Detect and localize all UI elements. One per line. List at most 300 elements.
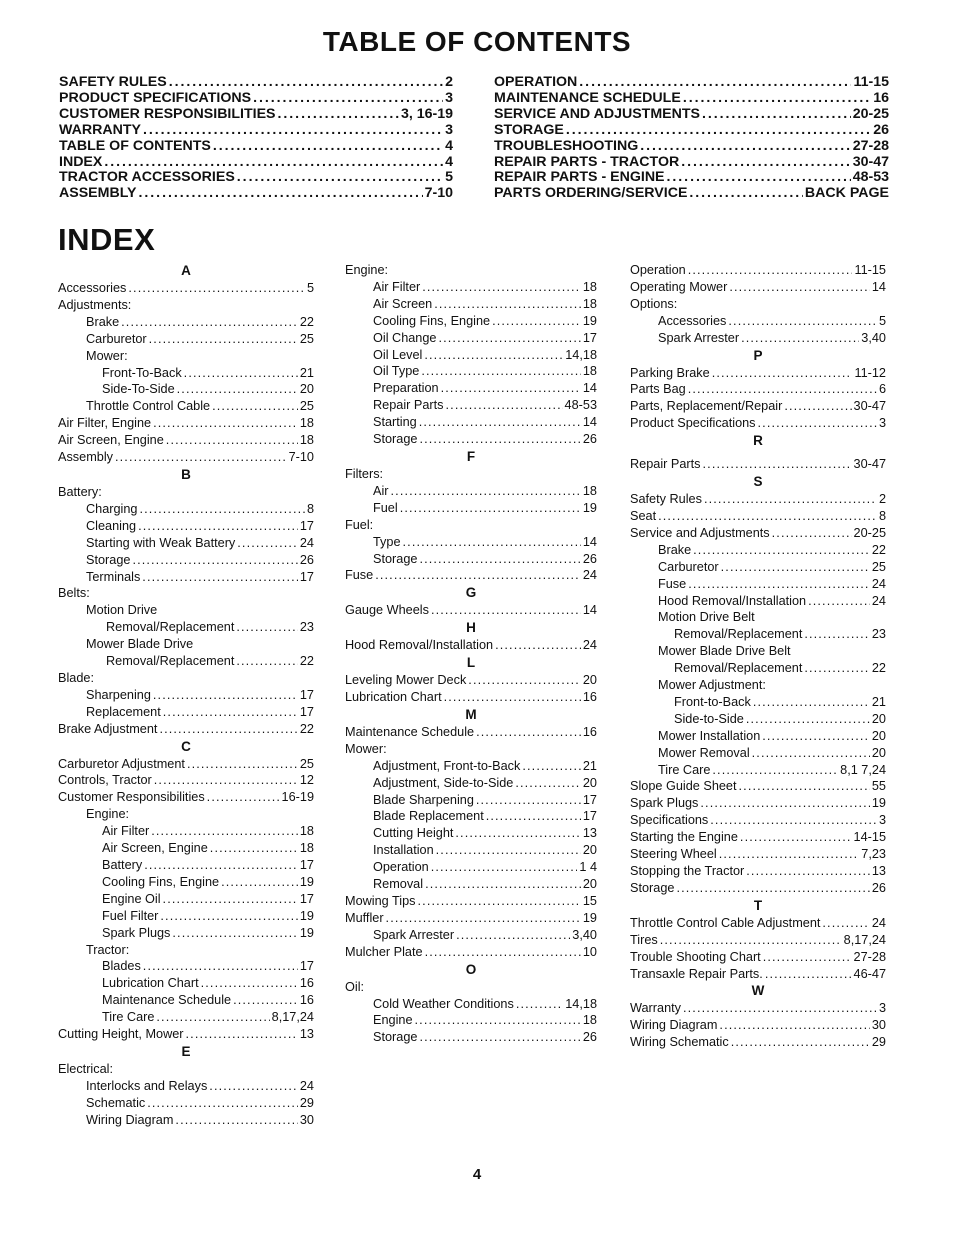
entry-page: 29: [871, 1035, 886, 1050]
entry-row: [58, 398, 314, 415]
entry-label: Operation: [630, 263, 686, 277]
index-column-3: [630, 262, 886, 1051]
entry-label: Carburetor Adjustment: [58, 756, 185, 771]
entry-page: 13: [582, 826, 597, 841]
entry-row: [59, 123, 453, 139]
entry-page: 16: [873, 89, 889, 106]
toc-left-column: [59, 75, 453, 202]
entry-row: [494, 91, 889, 107]
entry-row: [345, 551, 597, 568]
entry-label: Interlocks and Relays: [86, 1078, 208, 1093]
entry-page: 20: [582, 775, 597, 790]
entry-page: 46-47: [853, 966, 886, 981]
dot-leader: [739, 778, 870, 795]
index-group-label: Engine:: [86, 807, 130, 822]
entry-label: Parts Bag: [630, 382, 686, 397]
dot-leader: [431, 602, 581, 619]
index-group-label: Mower:: [345, 741, 387, 756]
dot-leader: [683, 1000, 877, 1017]
entry-row: [630, 966, 886, 983]
entry-page: 14: [582, 415, 597, 430]
dot-leader: [758, 415, 877, 432]
entry-page: 48-53: [564, 398, 597, 413]
dot-leader: [522, 758, 581, 775]
entry-row: [345, 363, 597, 380]
entry-page: 55: [871, 779, 886, 794]
entry-label: CUSTOMER RESPONSIBILITIES: [59, 105, 276, 122]
entry-row: [630, 415, 886, 432]
dot-leader: [375, 567, 581, 584]
dot-leader: [163, 891, 298, 908]
dot-leader: [159, 721, 297, 738]
entry-page: 21: [299, 365, 314, 380]
entry-row: [58, 314, 314, 331]
entry-page: 18: [582, 296, 597, 311]
dot-leader: [752, 745, 870, 762]
entry-page: 8,17,24: [271, 1010, 314, 1025]
entry-label: Fuel Filter: [102, 908, 159, 923]
entry-row: [630, 626, 886, 643]
dot-leader: [139, 186, 423, 202]
entry-page: 17: [299, 891, 314, 906]
entry-page: 17: [299, 687, 314, 702]
entry-label: Specifications: [630, 813, 709, 828]
entry-label: Repair Parts: [630, 457, 701, 472]
entry-label: Maintenance Schedule: [102, 993, 232, 1008]
entry-row: [345, 944, 597, 961]
entry-page: 16: [582, 690, 597, 705]
dot-leader: [516, 996, 563, 1013]
entry-row: [58, 704, 314, 721]
entry-row: [58, 552, 314, 569]
entry-row: [58, 1026, 314, 1043]
entry-row: [630, 262, 886, 279]
entry-page: 20-25: [853, 525, 886, 540]
dot-leader: [712, 762, 838, 779]
entry-label: INDEX: [59, 153, 103, 170]
dot-leader: [403, 534, 581, 551]
entry-row: [345, 330, 597, 347]
entry-page: 7-10: [424, 185, 453, 202]
dot-leader: [184, 365, 298, 382]
entry-label: TABLE OF CONTENTS: [59, 137, 211, 154]
entry-page: 16-19: [281, 790, 314, 805]
dot-leader: [415, 1012, 581, 1029]
entry-label: TRACTOR ACCESSORIES: [59, 169, 235, 186]
entry-row: [58, 619, 314, 636]
entry-row: [58, 975, 314, 992]
entry-page: 27-28: [853, 949, 886, 964]
entry-page: 19: [582, 500, 597, 515]
entry-page: 16: [299, 993, 314, 1008]
entry-row: [630, 456, 886, 473]
entry-page: 3: [445, 89, 453, 106]
entry-row: [58, 280, 314, 297]
entry-row: [630, 762, 886, 779]
dot-leader: [704, 491, 877, 508]
entry-page: 4: [445, 153, 453, 170]
entry-row: [58, 569, 314, 586]
dot-leader: [419, 414, 581, 431]
dot-leader: [721, 559, 870, 576]
entry-row: [494, 75, 889, 91]
entry-label: Tires: [630, 932, 658, 947]
dot-leader: [237, 170, 443, 186]
dot-leader: [175, 1112, 297, 1129]
index-letter-heading: S: [753, 474, 763, 490]
dot-leader: [177, 381, 298, 398]
entry-row: [59, 186, 453, 202]
entry-label: Air Screen, Engine: [102, 841, 208, 856]
entry-label: Oil Level: [373, 347, 423, 362]
entry-row: [630, 542, 886, 559]
dot-leader: [163, 704, 298, 721]
entry-row: [58, 687, 314, 704]
entry-row: [345, 414, 597, 431]
entry-label: Carburetor: [86, 331, 147, 346]
index-group-label: Electrical:: [58, 1061, 113, 1076]
entry-page: 21: [582, 758, 597, 773]
entry-row: [630, 846, 886, 863]
entry-page: 14: [582, 381, 597, 396]
entry-label: Cold Weather Conditions: [373, 996, 514, 1011]
dot-leader: [492, 313, 581, 330]
entry-row: [58, 721, 314, 738]
entry-page: 25: [299, 756, 314, 771]
entry-page: 14-15: [853, 830, 886, 845]
dot-leader: [213, 139, 443, 155]
entry-label: Charging: [86, 501, 138, 516]
entry-label: Sharpening: [86, 687, 151, 702]
entry-row: [58, 501, 314, 518]
entry-label: Removal: [373, 877, 424, 892]
entry-page: 15: [582, 894, 597, 908]
dot-leader: [689, 186, 803, 202]
dot-leader: [746, 711, 870, 728]
entry-row: [58, 857, 314, 874]
entry-page: 17: [299, 858, 314, 872]
entry-row: [494, 139, 889, 155]
entry-label: Storage: [630, 880, 675, 895]
dot-leader: [233, 992, 298, 1009]
entry-row: [630, 880, 886, 897]
index-letter-heading: T: [753, 897, 763, 913]
entry-label: Side-to-Side: [674, 711, 744, 726]
index-group-label: Battery:: [58, 484, 102, 499]
entry-page: 26: [582, 432, 597, 447]
entry-row: [345, 313, 597, 330]
dot-leader: [253, 91, 443, 107]
entry-page: 12: [299, 773, 314, 788]
dot-leader: [688, 576, 870, 593]
entry-label: Operation: [373, 860, 429, 875]
entry-label: Type: [373, 534, 401, 549]
entry-label: Cutting Height, Mower: [58, 1027, 184, 1042]
index-letter-heading: H: [466, 620, 476, 636]
dot-leader: [765, 966, 852, 983]
entry-row: [345, 483, 597, 500]
entry-label: Removal/Replacement: [674, 661, 803, 676]
entry-label: Preparation: [373, 381, 439, 396]
entry-page: 18: [299, 416, 314, 431]
entry-label: Parts, Replacement/Repair: [630, 399, 783, 414]
entry-label: Replacement: [86, 704, 161, 719]
dot-leader: [431, 859, 578, 876]
entry-page: 20: [582, 843, 597, 858]
entry-label: Storage: [373, 551, 418, 566]
entry-row: [630, 711, 886, 728]
entry-page: 19: [299, 908, 314, 923]
entry-label: Repair Parts: [373, 398, 444, 413]
entry-page: 26: [873, 121, 889, 138]
dot-leader: [436, 842, 581, 859]
dot-leader: [476, 792, 581, 809]
entry-page: 11-15: [853, 74, 889, 90]
dot-leader: [154, 772, 298, 789]
entry-label: Customer Responsibilities: [58, 790, 205, 805]
entry-label: Front-to-Back: [674, 694, 751, 709]
index-letter-heading: O: [465, 961, 477, 977]
entry-page: 26: [582, 551, 597, 566]
entry-label: Air Screen: [373, 296, 433, 311]
entry-page: 7-10: [288, 450, 314, 465]
entry-label: Maintenance Schedule: [345, 724, 475, 739]
dot-leader: [486, 808, 581, 825]
entry-label: Terminals: [86, 569, 141, 584]
entry-label: Product Specifications: [630, 416, 756, 431]
entry-page: 6: [878, 382, 886, 397]
entry-row: [345, 775, 597, 792]
entry-page: 1 4: [579, 860, 597, 875]
entry-page: 11-15: [854, 263, 886, 277]
dot-leader: [209, 1078, 298, 1095]
entry-label: Accessories: [58, 281, 127, 295]
entry-label: Mower Installation: [658, 728, 761, 743]
entry-label: Cooling Fins, Engine: [373, 313, 491, 328]
entry-page: 2: [878, 492, 886, 507]
entry-page: 24: [871, 576, 886, 591]
index-letter-heading: M: [465, 706, 477, 722]
entry-row: [59, 155, 453, 171]
entry-page: 18: [299, 433, 314, 448]
dot-leader: [688, 262, 853, 279]
entry-row: [494, 155, 889, 171]
entry-row: [630, 660, 886, 677]
entry-row: [345, 1029, 597, 1046]
entry-page: 18: [299, 824, 314, 839]
entry-row: [345, 996, 597, 1013]
entry-page: 22: [299, 654, 314, 669]
dot-leader: [579, 75, 851, 91]
index-letter-heading: G: [465, 585, 477, 601]
entry-row: [59, 170, 453, 186]
entry-page: 22: [299, 314, 314, 329]
toc-right-column: [494, 75, 889, 202]
entry-page: 3: [878, 416, 886, 431]
entry-page: 24: [299, 1078, 314, 1093]
entry-row: [58, 823, 314, 840]
dot-leader: [237, 535, 298, 552]
entry-page: 3: [878, 813, 886, 828]
entry-label: Seat: [630, 508, 657, 523]
entry-row: [345, 910, 597, 927]
entry-row: [345, 927, 597, 944]
entry-page: 23: [871, 627, 886, 642]
index-letter-heading: E: [181, 1043, 191, 1059]
dot-leader: [143, 123, 443, 139]
entry-row: [630, 279, 886, 296]
entry-row: [630, 949, 886, 966]
entry-row: [345, 637, 597, 654]
entry-page: 17: [582, 809, 597, 824]
entry-label: Throttle Control Cable: [86, 399, 211, 414]
entry-page: 24: [582, 638, 597, 653]
entry-label: Air Filter, Engine: [58, 416, 152, 431]
entry-row: [630, 863, 886, 880]
entry-label: Oil Change: [373, 330, 437, 345]
entry-row: [494, 186, 889, 202]
index-group-label: Oil:: [345, 979, 365, 994]
entry-label: Operating Mower: [630, 279, 728, 294]
dot-leader: [681, 155, 850, 171]
entry-label: Removal/Replacement: [106, 620, 235, 635]
dot-leader: [808, 593, 870, 610]
entry-page: 13: [299, 1027, 314, 1042]
dot-leader: [400, 500, 581, 517]
dot-leader: [419, 431, 580, 448]
index-group-label: Tractor:: [86, 942, 130, 957]
entry-label: Throttle Control Cable Adjustment: [630, 915, 821, 930]
entry-label: Spark Arrester: [373, 927, 455, 942]
entry-label: Lubrication Chart: [102, 976, 199, 991]
entry-label: Stopping the Tractor: [630, 864, 745, 878]
entry-page: 3,40: [572, 927, 597, 942]
entry-row: [630, 795, 886, 812]
entry-row: [630, 559, 886, 576]
dot-leader: [143, 958, 298, 975]
dot-leader: [676, 880, 869, 897]
entry-label: Side-To-Side: [102, 382, 175, 397]
entry-row: [58, 518, 314, 535]
entry-label: STORAGE: [494, 121, 564, 138]
entry-row: [345, 808, 597, 825]
entry-row: [494, 107, 889, 123]
entry-page: 30: [299, 1112, 314, 1127]
dot-leader: [702, 107, 851, 123]
entry-row: [630, 1000, 886, 1017]
entry-page: 18: [582, 483, 597, 498]
page-number: 4: [472, 1166, 482, 1183]
entry-label: Service and Adjustments: [630, 525, 770, 540]
entry-page: 25: [299, 399, 314, 414]
entry-row: [630, 829, 886, 846]
entry-label: Blades: [102, 959, 141, 974]
entry-page: 26: [871, 880, 886, 895]
dot-leader: [740, 829, 852, 846]
entry-label: Carburetor: [658, 559, 719, 574]
dot-leader: [804, 626, 870, 643]
entry-label: Blade Replacement: [373, 809, 484, 824]
entry-label: PARTS ORDERING/SERVICE: [494, 185, 688, 202]
dot-leader: [438, 330, 580, 347]
entry-page: BACK PAGE: [804, 185, 889, 202]
entry-row: [630, 694, 886, 711]
entry-label: Removal/Replacement: [674, 627, 803, 642]
dot-leader: [104, 155, 443, 171]
dot-leader: [201, 975, 298, 992]
entry-page: 3: [878, 1001, 886, 1016]
entry-row: [494, 170, 889, 186]
entry-page: 19: [582, 910, 597, 925]
index-letter-heading: A: [181, 263, 191, 278]
dot-leader: [386, 910, 581, 927]
entry-page: 8: [878, 508, 886, 523]
entry-label: Fuse: [345, 568, 374, 583]
dot-leader: [132, 552, 297, 569]
entry-label: Air: [373, 483, 389, 498]
index-group-label: Fuel:: [345, 517, 374, 532]
entry-page: 10: [582, 944, 597, 959]
entry-row: [345, 859, 597, 876]
index-letter-heading: R: [753, 433, 763, 449]
index-group-label: Blade:: [58, 670, 94, 685]
entry-row: [345, 500, 597, 517]
index-letter-heading: W: [751, 983, 765, 999]
dot-leader: [151, 823, 298, 840]
entry-page: 20: [871, 728, 886, 743]
entry-row: [345, 825, 597, 842]
entry-page: 19: [299, 874, 314, 889]
entry-label: ASSEMBLY: [59, 185, 137, 202]
entry-page: 24: [582, 568, 597, 583]
dot-leader: [212, 398, 298, 415]
entry-row: [58, 381, 314, 398]
index-group-label: Filters:: [345, 466, 384, 481]
dot-leader: [667, 170, 851, 186]
entry-row: [58, 1112, 314, 1129]
entry-row: [630, 1017, 886, 1034]
entry-row: [58, 449, 314, 466]
entry-page: 19: [299, 925, 314, 940]
dot-leader: [700, 795, 869, 812]
dot-leader: [153, 415, 298, 432]
entry-page: 18: [582, 364, 597, 379]
entry-page: 22: [299, 721, 314, 736]
entry-page: 8: [306, 501, 314, 516]
entry-page: 3: [445, 121, 453, 138]
entry-page: 17: [582, 792, 597, 807]
index-letter-heading: F: [466, 448, 476, 464]
entry-row: [345, 397, 597, 414]
dot-leader: [278, 107, 399, 123]
entry-row: [58, 331, 314, 348]
entry-row: [345, 534, 597, 551]
index-group-label: Mower Blade Drive Belt: [658, 644, 791, 659]
entry-page: 17: [299, 569, 314, 584]
entry-label: Cooling Fins, Engine: [102, 874, 220, 889]
entry-row: [58, 789, 314, 806]
dot-leader: [419, 1029, 580, 1046]
entry-label: Mower Removal: [658, 745, 750, 760]
entry-label: Air Filter: [102, 824, 150, 839]
dot-leader: [186, 1026, 298, 1043]
entry-row: [630, 508, 886, 525]
entry-row: [345, 876, 597, 893]
entry-page: 20: [582, 673, 597, 688]
entry-label: Transaxle Repair Parts.: [630, 966, 763, 981]
entry-page: 17: [299, 959, 314, 974]
entry-page: 29: [299, 1095, 314, 1110]
